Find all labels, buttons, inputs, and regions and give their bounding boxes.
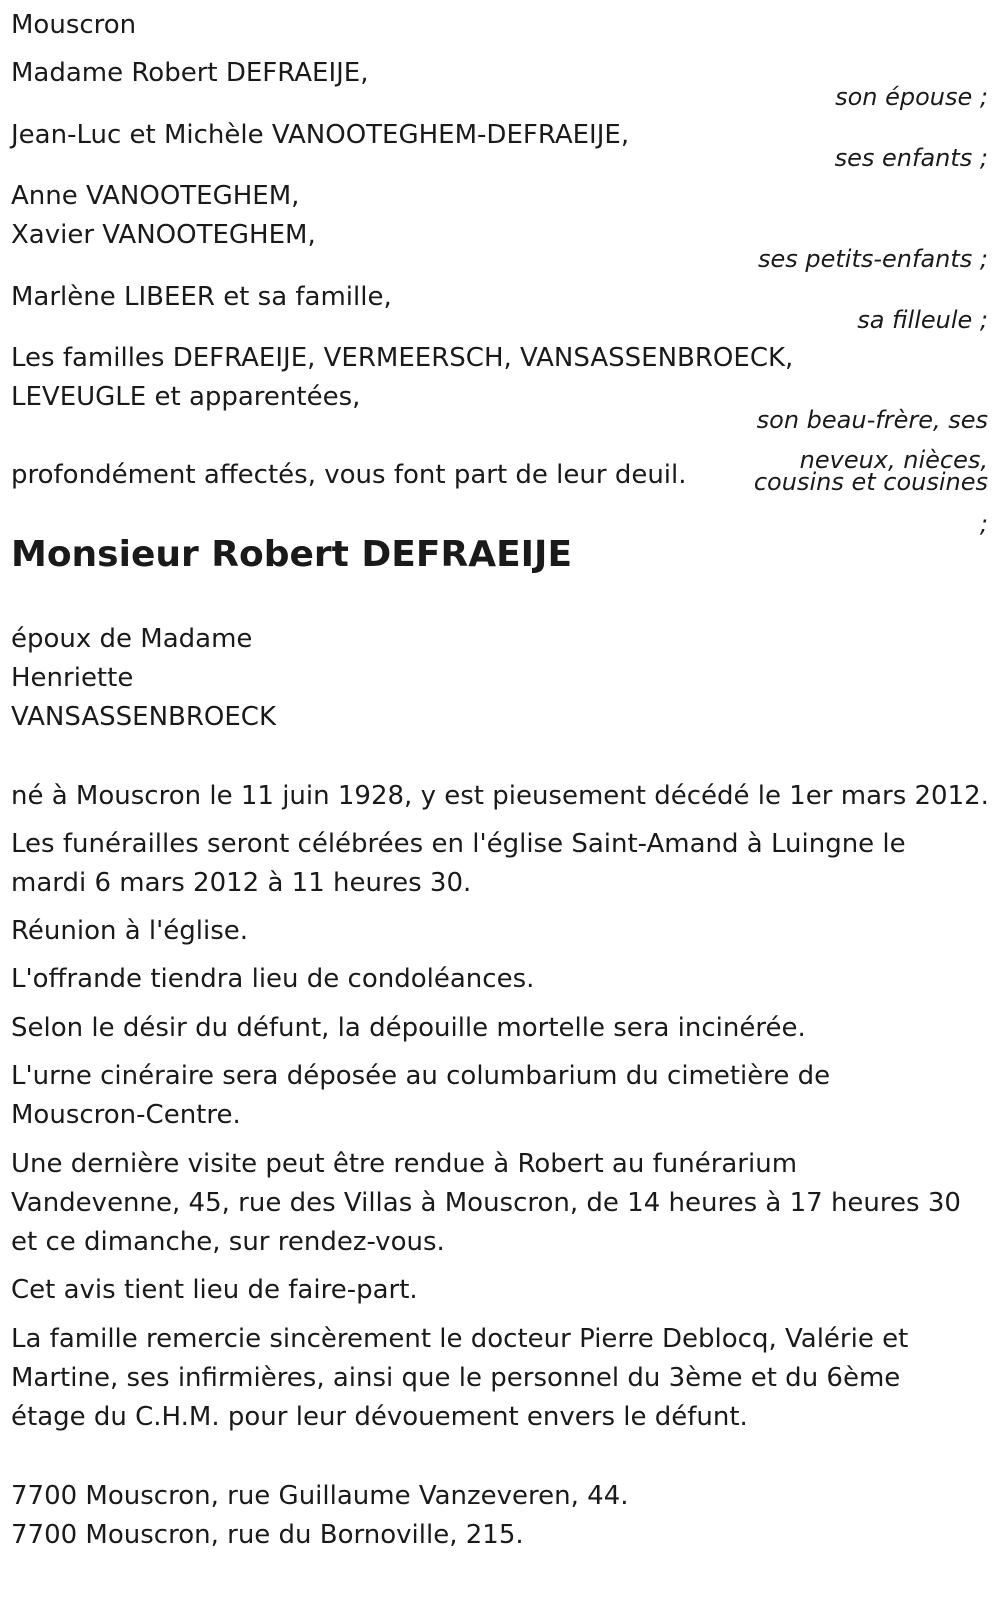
- paragraph-meeting: Réunion à l'église.: [11, 916, 249, 946]
- family-relation-families-2: neveux, nièces,: [799, 446, 988, 474]
- paragraph-visit-line-2: Vandevenne, 45, rue des Villas à Mouscron, de 14 heures à 17 heures 30: [11, 1188, 961, 1218]
- deceased-name: Monsieur Robert DEFRAEIJE: [11, 534, 573, 575]
- address-2: 7700 Mouscron, rue du Bornoville, 215.: [11, 1520, 524, 1550]
- family-relation-families-4: ;: [979, 510, 988, 538]
- paragraph-notice: Cet avis tient lieu de faire-part.: [11, 1275, 418, 1305]
- family-name-grandchild-2: Xavier VANOOTEGHEM,: [11, 220, 316, 250]
- paragraph-funeral-line-1: Les funérailles seront célébrées en l'église Saint-Amand à Luingne le: [11, 829, 906, 859]
- paragraph-urn-line-2: Mouscron-Centre.: [11, 1100, 241, 1130]
- family-name-children: Jean-Luc et Michèle VANOOTEGHEM-DEFRAEIJE,: [11, 120, 630, 150]
- address-1: 7700 Mouscron, rue Guillaume Vanzeveren, 44.: [11, 1481, 629, 1511]
- spouse-line-1: époux de Madame: [11, 624, 253, 654]
- family-name-families-1: Les familles DEFRAEIJE, VERMEERSCH, VANSASSENBROECK,: [11, 343, 794, 373]
- paragraph-birth: né à Mouscron le 11 juin 1928, y est pieusement décédé le 1er mars 2012.: [11, 781, 989, 811]
- spouse-line-2: Henriette: [11, 663, 134, 693]
- paragraph-cremation: Selon le désir du défunt, la dépouille mortelle sera incinérée.: [11, 1013, 806, 1043]
- family-name-families-2: LEVEUGLE et apparentées,: [11, 382, 361, 412]
- paragraph-visit-line-3: et ce dimanche, sur rendez-vous.: [11, 1227, 445, 1257]
- paragraph-funeral-line-2: mardi 6 mars 2012 à 11 heures 30.: [11, 868, 472, 898]
- paragraph-visit-line-1: Une dernière visite peut être rendue à Robert au funérarium: [11, 1149, 798, 1179]
- family-relation-families-3: cousins et cousines: [753, 468, 988, 496]
- paragraph-thanks-line-1: La famille remercie sincèrement le docteur Pierre Deblocq, Valérie et: [11, 1324, 909, 1354]
- city-label: Mouscron: [11, 10, 137, 40]
- spouse-line-3: VANSASSENBROECK: [11, 702, 277, 732]
- family-name-spouse: Madame Robert DEFRAEIJE,: [11, 58, 369, 88]
- paragraph-offering: L'offrande tiendra lieu de condoléances.: [11, 964, 535, 994]
- family-relation-goddaughter: sa filleule ;: [857, 306, 988, 334]
- closing-text: profondément affectés, vous font part de leur deuil.: [11, 460, 687, 490]
- paragraph-urn-line-1: L'urne cinéraire sera déposée au columbarium du cimetière de: [11, 1061, 831, 1091]
- paragraph-thanks-line-3: étage du C.H.M. pour leur dévouement envers le défunt.: [11, 1402, 748, 1432]
- family-name-goddaughter: Marlène LIBEER et sa famille,: [11, 282, 392, 312]
- family-relation-grandchildren: ses petits-enfants ;: [757, 245, 988, 273]
- family-relation-families-1: son beau-frère, ses: [756, 406, 988, 434]
- paragraph-thanks-line-2: Martine, ses infirmières, ainsi que le personnel du 3ème et du 6ème: [11, 1363, 901, 1393]
- family-relation-spouse: son épouse ;: [835, 83, 988, 111]
- family-name-grandchild-1: Anne VANOOTEGHEM,: [11, 181, 300, 211]
- family-relation-children: ses enfants ;: [834, 144, 988, 172]
